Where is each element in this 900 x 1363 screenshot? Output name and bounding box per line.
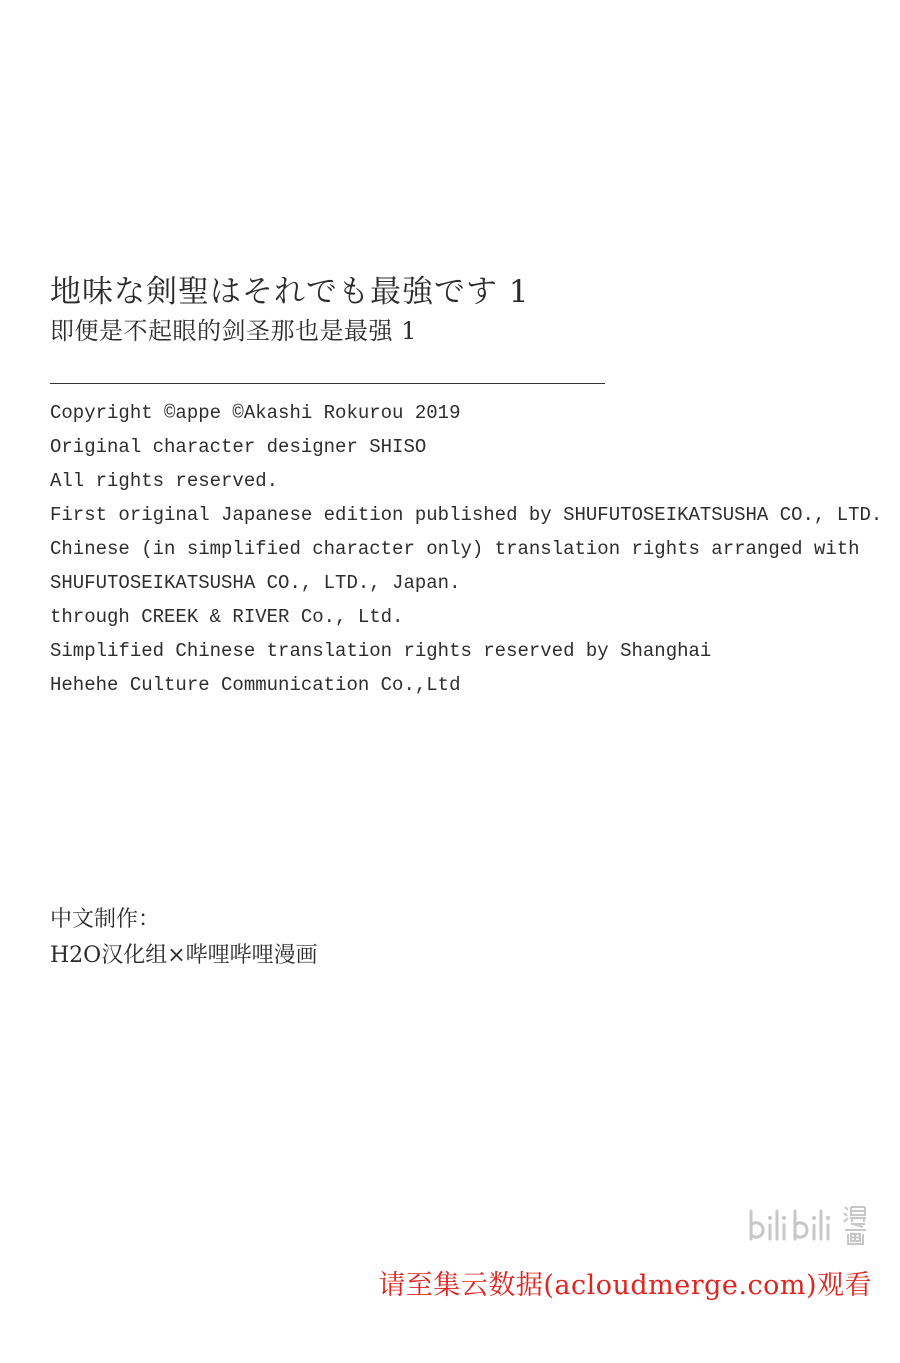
credit-line: Copyright ©appe ©Akashi Rokurou 2019 [50, 402, 461, 424]
source-watermark: 请至集云数据(acloudmerge.com)观看 [378, 1270, 872, 1301]
credit-line: Chinese (in simplified character only) translation rights arranged with [50, 538, 860, 560]
credit-line: First original Japanese edition published by SHUFUTOSEIKATSUSHA CO., LTD. [50, 504, 883, 526]
credit-line: All rights reserved. [50, 470, 279, 492]
chinese-title: 即便是不起眼的剑圣那也是最强 1 [50, 317, 417, 345]
credit-line: SHUFUTOSEIKATSUSHA CO., LTD., Japan. [50, 572, 461, 594]
divider-line [50, 383, 605, 384]
japanese-title: 地味な剣聖はそれでも最強です 1 [50, 274, 530, 310]
production-team: H2O汉化组×哔哩哔哩漫画 [50, 943, 318, 968]
production-heading: 中文制作： [50, 907, 161, 932]
credit-line: through CREEK & RIVER Co., Ltd. [50, 606, 404, 628]
bilibili-manga-logo [745, 1203, 870, 1247]
copyright-block [50, 396, 883, 702]
credit-line: Original character designer SHISO [50, 436, 427, 458]
credit-line: Hehehe Culture Communication Co.,Ltd [50, 674, 461, 696]
production-credits [50, 902, 318, 974]
credit-line: Simplified Chinese translation rights reserved by Shanghai [50, 640, 712, 662]
